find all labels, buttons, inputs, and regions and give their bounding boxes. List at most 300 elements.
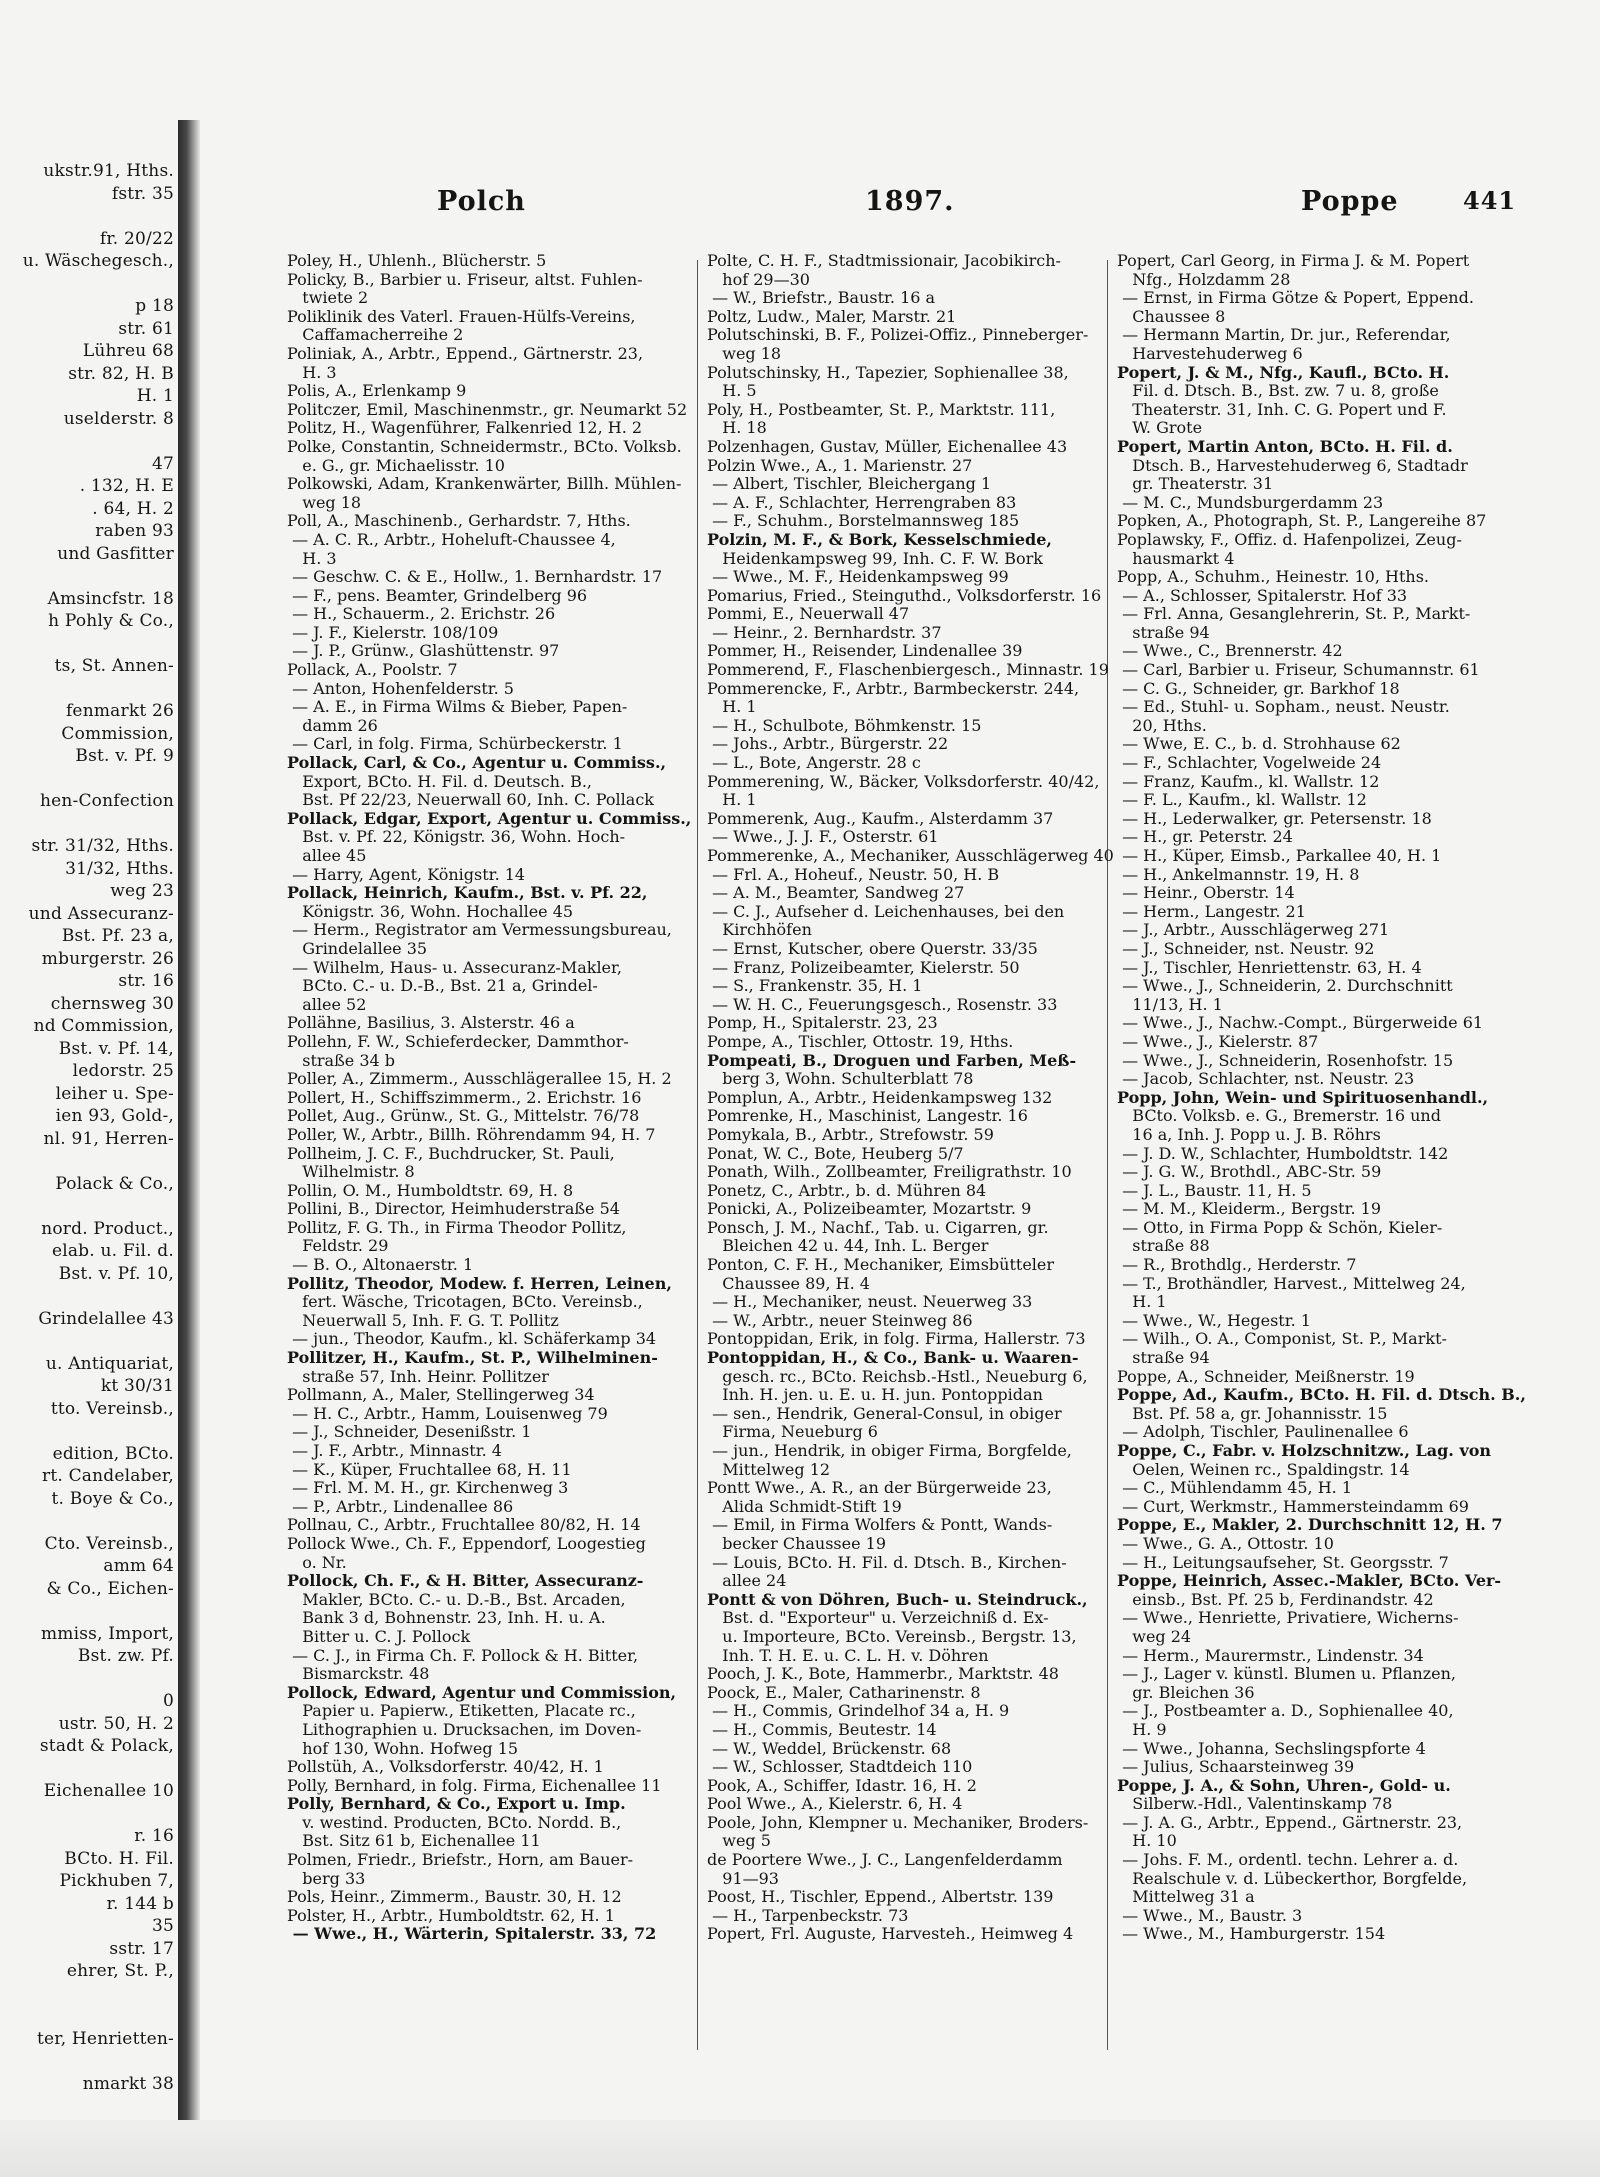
directory-entry: Pool Wwe., A., Kielerstr. 6, H. 4: [707, 1794, 963, 1814]
directory-entry: — sen., Hendrik, General-Consul, in obiger: [707, 1403, 1062, 1423]
left-fragment-line: 35: [151, 1916, 174, 1936]
directory-entry: becker Chaussee 19: [707, 1533, 887, 1553]
left-fragment-line: amm 64: [103, 1556, 174, 1576]
directory-entry: — A. C. R., Arbtr., Hoheluft-Chaussee 4,: [287, 529, 616, 549]
directory-entry: BCto. C.- u. D.-B., Bst. 21 a, Grindel-: [287, 976, 598, 996]
directory-entry: Pollack, Heinrich, Kaufm., Bst. v. Pf. 22,: [287, 883, 648, 903]
directory-entry: Bst. Pf. 58 a, gr. Johannisstr. 15: [1117, 1403, 1388, 1423]
directory-entry: — B. O., Altonaerstr. 1: [287, 1255, 474, 1275]
directory-entry: Bst. v. Pf. 22, Königstr. 36, Wohn. Hoch-: [287, 827, 626, 847]
directory-entry: gr. Bleichen 36: [1117, 1682, 1255, 1702]
directory-entry: — F., Schuhm., Borstelmannsweg 185: [707, 511, 1020, 531]
directory-entry: Polke, Constantin, Schneidermstr., BCto. Volksb.: [287, 436, 682, 456]
book-gutter: [178, 120, 200, 2140]
left-fragment-line: elab. u. Fil. d.: [51, 1241, 174, 1261]
left-fragment-line: BCto. H. Fil.: [64, 1848, 174, 1869]
directory-entry: Dtsch. B., Harvestehuderweg 6, Stadtadr: [1117, 455, 1468, 475]
directory-entry: — M. M., Kleiderm., Bergstr. 19: [1117, 1199, 1381, 1219]
left-fragment-line: & Co., Eichen-: [46, 1578, 174, 1599]
directory-entry: Pommer, H., Reisender, Lindenallee 39: [707, 641, 1023, 661]
directory-entry: — C. J., in Firma Ch. F. Pollock & H. Bitter,: [287, 1645, 639, 1665]
directory-entry: — Wwe, E. C., b. d. Strohhause 62: [1117, 734, 1401, 754]
directory-entry: — A. F., Schlachter, Herrengraben 83: [707, 492, 1017, 512]
left-fragment-line: Bst. v. Pf. 9: [75, 746, 174, 766]
directory-entry: — Wilh., O. A., Componist, St. P., Markt-: [1117, 1329, 1447, 1349]
left-page-fragment: [0, 160, 178, 2140]
directory-entry: — M. C., Mundsburgerdamm 23: [1117, 492, 1384, 512]
left-fragment-line: . 64, H. 2: [92, 498, 174, 519]
directory-entry: — W., Briefstr., Baustr. 16 a: [707, 288, 936, 308]
left-fragment-line: ledorstr. 25: [72, 1061, 174, 1081]
directory-entry: einsb., Bst. Pf. 25 b, Ferdinandstr. 42: [1117, 1589, 1434, 1609]
left-fragment-line: fstr. 35: [111, 183, 174, 204]
directory-entry: Bank 3 d, Bohnenstr. 23, Inh. H. u. A.: [287, 1608, 606, 1628]
directory-entry: Papier u. Papierw., Etiketten, Placate rc.,: [287, 1701, 636, 1721]
directory-entry: Wilhelmistr. 8: [287, 1162, 415, 1182]
directory-entry: Pollack, Edgar, Export, Agentur u. Commiss.,: [287, 808, 692, 828]
left-fragment-line: Pickhuben 7,: [59, 1871, 174, 1891]
directory-entry: Pooch, J. K., Bote, Hammerbr., Marktstr. 48: [707, 1664, 1059, 1684]
directory-entry: Pollack, A., Poolstr. 7: [287, 660, 458, 680]
directory-entry: 20, Hths.: [1117, 715, 1207, 735]
directory-entry: Makler, BCto. C.- u. D.-B., Bst. Arcaden,: [287, 1589, 626, 1609]
left-fragment-line: Polack & Co.,: [55, 1173, 174, 1194]
directory-entry: Pontt & von Döhren, Buch- u. Steindruck.,: [707, 1589, 1088, 1609]
directory-entry: Pontt Wwe., A. R., an der Bürgerweide 23,: [707, 1478, 1052, 1498]
directory-entry: W. Grote: [1117, 418, 1203, 438]
directory-entry: — J., Schneider, nst. Neustr. 92: [1117, 938, 1375, 958]
directory-entry: — J. D. W., Schlachter, Humboldtstr. 142: [1117, 1143, 1449, 1163]
directory-entry: Pollnau, C., Arbtr., Fruchtallee 80/82, H. 14: [287, 1515, 641, 1535]
directory-entry: — J. P., Grünw., Glashüttenstr. 97: [287, 641, 560, 661]
directory-entry: — J., Postbeamter a. D., Sophienallee 40,: [1117, 1701, 1454, 1721]
directory-entry: Mittelweg 12: [707, 1459, 831, 1479]
directory-entry: de Poortere Wwe., J. C., Langenfelderdamm: [707, 1850, 1063, 1870]
directory-entry: Pollheim, J. C. F., Buchdrucker, St. Pauli,: [287, 1143, 615, 1163]
directory-entry: — Herm., Maurermstr., Lindenstr. 34: [1117, 1645, 1424, 1665]
directory-entry: Pollmann, A., Maler, Stellingerweg 34: [287, 1385, 595, 1405]
directory-entry: — Ernst, Kutscher, obere Querstr. 33/35: [707, 938, 1038, 958]
directory-entry: Poppe, Ad., Kaufm., BCto. H. Fil. d. Dtsch. B.,: [1117, 1385, 1526, 1405]
left-fragment-line: ukstr.91, Hths.: [43, 161, 174, 181]
directory-entry: Ponsch, J. M., Nachf., Tab. u. Cigarren, gr.: [707, 1217, 1049, 1237]
directory-entry: — Wwe., Johanna, Sechslingspforte 4: [1117, 1738, 1426, 1758]
directory-entry: — Wwe., W., Hegestr. 1: [1117, 1310, 1311, 1330]
directory-entry: Pontoppidan, H., & Co., Bank- u. Waaren-: [707, 1348, 1079, 1368]
directory-entry: Bst. d. "Exporteur" u. Verzeichniß d. Ex-: [707, 1608, 1049, 1628]
directory-entry: straße 88: [1117, 1236, 1210, 1256]
directory-entry: — H., Küper, Eimsb., Parkallee 40, H. 1: [1117, 846, 1442, 865]
directory-entry: — F., Schlachter, Vogelweide 24: [1117, 753, 1382, 773]
directory-entry: Polly, Bernhard, & Co., Export u. Imp.: [287, 1794, 626, 1814]
left-fragment-line: H. 1: [136, 386, 174, 406]
directory-entry: straße 57, Inh. Heinr. Pollitzer: [287, 1366, 549, 1386]
left-fragment-line: mmiss, Import,: [40, 1623, 174, 1644]
directory-entry: — J., Lager v. künstl. Blumen u. Pflanzen,: [1117, 1664, 1457, 1684]
directory-entry: Feldstr. 29: [287, 1236, 389, 1256]
directory-entry: Poole, John, Klempner u. Mechaniker, Broders-: [707, 1812, 1089, 1832]
left-fragment-line: nmarkt 38: [82, 2073, 174, 2094]
directory-entry: Inh. T. H. E. u. C. L. H. v. Döhren: [707, 1645, 989, 1665]
left-fragment-line: uselderstr. 8: [63, 408, 174, 429]
directory-entry: — Harry, Agent, Königstr. 14: [287, 864, 526, 884]
left-fragment-line: sstr. 17: [109, 1938, 174, 1959]
directory-entry: — F., pens. Beamter, Grindelberg 96: [287, 585, 588, 605]
directory-entry: H. 3: [287, 548, 337, 568]
directory-entry: H. 18: [707, 418, 767, 438]
directory-entry: Alida Schmidt-Stift 19: [707, 1496, 902, 1516]
left-fragment-line: Bst. zw. Pf.: [77, 1646, 174, 1666]
directory-entry: — Louis, BCto. H. Fil. d. Dtsch. B., Kirchen-: [707, 1552, 1067, 1572]
left-fragment-line: Bst. Pf. 23 a,: [61, 926, 174, 946]
directory-entry: — H., Schulbote, Böhmkenstr. 15: [707, 715, 982, 735]
directory-entry: — H., Tarpenbeckstr. 73: [707, 1905, 909, 1925]
directory-entry: — C. G., Schneider, gr. Barkhof 18: [1117, 678, 1400, 698]
directory-entry: berg 33: [287, 1868, 366, 1888]
directory-entry: gr. Theaterstr. 31: [1117, 474, 1274, 494]
left-fragment-line: u. Antiquariat,: [45, 1353, 174, 1374]
directory-entry: — Herm., Registrator am Vermessungsbureau,: [287, 920, 672, 940]
directory-entry: Silberw.-Hdl., Valentinskamp 78: [1117, 1794, 1393, 1814]
left-fragment-line: mburgerstr. 26: [41, 948, 174, 969]
directory-entry: Pommi, E., Neuerwall 47: [707, 604, 910, 624]
directory-entry: Chaussee 8: [1117, 306, 1226, 326]
directory-entry: — J., Arbtr., Ausschlägerweg 271: [1117, 920, 1390, 940]
left-fragment-line: r. 144 b: [106, 1893, 174, 1914]
directory-entry: Poppe, J. A., & Sohn, Uhren-, Gold- u.: [1117, 1775, 1451, 1795]
left-fragment-line: tto. Vereinsb.,: [50, 1398, 174, 1419]
left-fragment-line: 31/32, Hths.: [65, 858, 174, 879]
directory-entry: — P., Arbtr., Lindenallee 86: [287, 1496, 514, 1516]
directory-entry: Popp, A., Schuhm., Heinestr. 10, Hths.: [1117, 567, 1430, 587]
directory-entry: hof 130, Wohn. Hofweg 15: [287, 1738, 519, 1758]
directory-entry: Pomykala, B., Arbtr., Strefowstr. 59: [707, 1124, 994, 1144]
directory-entry: Poller, W., Arbtr., Billh. Röhrendamm 94, H. 7: [287, 1124, 656, 1144]
directory-entry: Bst. Pf 22/23, Neuerwall 60, Inh. C. Pollack: [287, 790, 654, 810]
directory-entry: — Wwe., J., Schneiderin, 2. Durchschnitt: [1117, 976, 1453, 996]
directory-entry: Polzin Wwe., A., 1. Marienstr. 27: [707, 455, 973, 475]
left-fragment-line: kt 30/31: [100, 1376, 174, 1396]
directory-entry: Neuerwall 5, Inh. F. G. T. Pollitz: [287, 1310, 559, 1330]
directory-entry: weg 18: [287, 492, 362, 512]
directory-entry: — Wwe., J., Nachw.-Compt., Bürgerweide 61: [1117, 1013, 1484, 1033]
directory-entry: Pollini, B., Director, Heimhuderstraße 54: [287, 1199, 620, 1219]
directory-entry: weg 5: [707, 1831, 771, 1851]
directory-entry: 11/13, H. 1: [1117, 994, 1223, 1014]
directory-entry: — T., Brothändler, Harvest., Mittelweg 24,: [1117, 1273, 1466, 1293]
directory-entry: Ponton, C. F. H., Mechaniker, Eimsbütteler: [707, 1255, 1055, 1275]
directory-entry: Chaussee 89, H. 4: [707, 1273, 870, 1293]
directory-entry: Polte, C. H. F., Stadtmissionair, Jacobikirch-: [707, 251, 1061, 270]
directory-entry: Kirchhöfen: [707, 920, 812, 940]
directory-entry: — Jacob, Schlachter, nst. Neustr. 23: [1117, 1069, 1415, 1089]
directory-entry: — Carl, Barbier u. Friseur, Schumannstr. 61: [1117, 660, 1480, 680]
directory-entry: Pommerend, F., Flaschenbiergesch., Minnastr. 19: [707, 660, 1109, 680]
left-fragment-line: nord. Product.,: [41, 1218, 174, 1239]
directory-entry: Politczer, Emil, Maschinenmstr., gr. Neumarkt 52: [287, 399, 688, 419]
left-fragment-line: fr. 20/22: [99, 228, 174, 249]
directory-entry: Pollitz, Theodor, Modew. f. Herren, Leinen,: [287, 1273, 672, 1293]
page-number: 441: [1463, 186, 1517, 215]
directory-entry: Pommerenk, Aug., Kaufm., Alsterdamm 37: [707, 808, 1054, 828]
directory-entry: o. Nr.: [287, 1552, 347, 1572]
directory-entry: Poliklinik des Vaterl. Frauen-Hülfs-Vereins,: [287, 306, 636, 326]
left-fragment-line: h Pohly & Co.,: [48, 611, 174, 631]
directory-entry: — Heinr., Oberstr. 14: [1117, 883, 1295, 903]
directory-entry: Pols, Heinr., Zimmerm., Baustr. 30, H. 12: [287, 1887, 622, 1907]
directory-entry: Inh. H. jen. u. E. u. H. jun. Pontoppidan: [707, 1385, 1043, 1405]
directory-entry: Polis, A., Erlenkamp 9: [287, 381, 467, 401]
directory-entry: straße 34 b: [287, 1050, 396, 1070]
directory-entry: — Wwe., G. A., Ottostr. 10: [1117, 1533, 1334, 1553]
directory-entry: allee 45: [287, 846, 367, 865]
directory-entry: Bst. Sitz 61 b, Eichenallee 11: [287, 1831, 541, 1851]
left-fragment-line: str. 61: [118, 318, 174, 339]
directory-entry: Pollin, O. M., Humboldtstr. 69, H. 8: [287, 1180, 574, 1200]
left-fragment-line: weg 23: [110, 881, 174, 901]
directory-entry: — F. L., Kaufm., kl. Wallstr. 12: [1117, 790, 1367, 810]
directory-entry: — Adolph, Tischler, Paulinenallee 6: [1117, 1422, 1409, 1442]
directory-entry: Mittelweg 31 a: [1117, 1887, 1255, 1907]
directory-entry: Popert, Frl. Auguste, Harvesteh., Heimweg 4: [707, 1924, 1074, 1944]
left-fragment-line: Amsincfstr. 18: [47, 588, 174, 609]
directory-entry: Poll, A., Maschinenb., Gerhardstr. 7, Hths.: [287, 511, 631, 531]
left-fragment-line: fenmarkt 26: [65, 701, 174, 721]
directory-entry: — H., Ankelmannstr. 19, H. 8: [1117, 864, 1360, 884]
directory-entry: Caffamacherreihe 2: [287, 325, 464, 345]
directory-entry: — Frl. M. M. H., gr. Kirchenweg 3: [287, 1478, 569, 1498]
directory-entry: — Curt, Werkmstr., Hammersteindamm 69: [1117, 1496, 1469, 1516]
directory-entry: Pomarius, Fried., Steinguthd., Volksdorferstr. 16: [707, 585, 1102, 605]
directory-entry: twiete 2: [287, 288, 369, 308]
directory-entry: Pomplun, A., Arbtr., Heidenkampsweg 132: [707, 1087, 1053, 1107]
left-fragment-line: Eichenallee 10: [43, 1781, 174, 1801]
directory-entry: — Johs., Arbtr., Bürgerstr. 22: [707, 734, 949, 754]
directory-entry: H. 3: [287, 362, 337, 382]
directory-entry: weg 18: [707, 343, 782, 363]
directory-entry: — C., Mühlendamm 45, H. 1: [1117, 1478, 1353, 1498]
directory-entry: Pollstüh, A., Volksdorferstr. 40/42, H. 1: [287, 1757, 604, 1777]
directory-entry: — Herm., Langestr. 21: [1117, 901, 1306, 921]
directory-entry: — H., Commis, Grindelhof 34 a, H. 9: [707, 1701, 1010, 1721]
left-fragment-line: Grindelallee 43: [38, 1308, 174, 1329]
directory-entry: — Julius, Schaarsteinweg 39: [1117, 1757, 1355, 1777]
directory-entry: — Franz, Polizeibeamter, Kielerstr. 50: [707, 957, 1020, 977]
directory-entry: — Wwe., Henriette, Privatiere, Wicherns-: [1117, 1608, 1459, 1628]
directory-entry: Firma, Neueburg 6: [707, 1422, 878, 1442]
left-fragment-line: edition, BCto.: [52, 1443, 174, 1464]
directory-entry: — Wwe., H., Wärterin, Spitalerstr. 33, 72: [287, 1924, 657, 1944]
directory-entry: — Albert, Tischler, Bleichergang 1: [707, 474, 992, 494]
directory-entry: Policky, B., Barbier u. Friseur, altst. Fuhlen-: [287, 269, 643, 289]
directory-entry: — A. E., in Firma Wilms & Bieber, Papen-: [287, 697, 628, 717]
directory-entry: Nfg., Holzdamm 28: [1117, 269, 1291, 289]
directory-entry: Pompe, A., Tischler, Ottostr. 19, Hths.: [707, 1031, 1014, 1051]
directory-entry: Polmen, Friedr., Briefstr., Horn, am Bauer-: [287, 1850, 634, 1870]
directory-entry: Pomp, H., Spitalerstr. 23, 23: [707, 1013, 938, 1033]
directory-entry: Poley, H., Uhlenh., Blücherstr. 5: [287, 251, 547, 270]
directory-entry: u. Importeure, BCto. Vereinsb., Bergstr. 13,: [707, 1626, 1077, 1646]
column-3: [1117, 252, 1600, 1944]
directory-entry: — Emil, in Firma Wolfers & Pontt, Wands-: [707, 1515, 1053, 1535]
directory-entry: berg 3, Wohn. Schulterblatt 78: [707, 1069, 974, 1089]
directory-entry: — H., gr. Peterstr. 24: [1117, 827, 1293, 847]
left-fragment-line: Bst. v. Pf. 10,: [58, 1263, 174, 1284]
directory-entry: — Frl. A., Hoheuf., Neustr. 50, H. B: [707, 864, 1000, 884]
left-fragment-line: ts, St. Annen-: [54, 656, 174, 676]
directory-entry: — J. F., Arbtr., Minnastr. 4: [287, 1441, 502, 1460]
directory-entry: Fil. d. Dtsch. B., Bst. zw. 7 u. 8, große: [1117, 381, 1439, 401]
directory-entry: Pollähne, Basilius, 3. Alsterstr. 46 a: [287, 1013, 575, 1033]
directory-entry: — H., Leitungsaufseher, St. Georgsstr. 7: [1117, 1552, 1449, 1572]
directory-entry: Pompeati, B., Droguen und Farben, Meß-: [707, 1050, 1077, 1070]
directory-entry: Polkowski, Adam, Krankenwärter, Billh. Mühlen-: [287, 474, 682, 494]
directory-entry: Polzenhagen, Gustav, Müller, Eichenallee 43: [707, 436, 1068, 456]
directory-entry: — jun., Theodor, Kaufm., kl. Schäferkamp 34: [287, 1329, 657, 1349]
left-fragment-line: raben 93: [95, 521, 174, 541]
directory-entry: Oelen, Weinen rc., Spaldingstr. 14: [1117, 1459, 1410, 1479]
directory-entry: 16 a, Inh. J. Popp u. J. B. Röhrs: [1117, 1124, 1381, 1144]
left-fragment-line: str. 82, H. B: [68, 363, 174, 384]
directory-entry: — Frl. Anna, Gesanglehrerin, St. P., Markt-: [1117, 604, 1471, 624]
directory-entry: Polutschinsky, H., Tapezier, Sophienallee 38,: [707, 362, 1069, 382]
directory-entry: — H., Lederwalker, gr. Petersenstr. 18: [1117, 808, 1432, 828]
directory-entry: — Ed., Stuhl- u. Sopham., neust. Neustr.: [1117, 697, 1450, 717]
left-fragment-line: stadt & Polack,: [39, 1736, 174, 1756]
directory-entry: Popken, A., Photograph, St. P., Langereihe 87: [1117, 511, 1487, 531]
directory-entry: — J. A. G., Arbtr., Eppend., Gärtnerstr. 23,: [1117, 1812, 1463, 1832]
directory-entry: — Wilhelm, Haus- u. Assecuranz-Makler,: [287, 957, 622, 977]
left-fragment-line: 47: [151, 453, 174, 474]
directory-entry: Poock, E., Maler, Catharinenstr. 8: [707, 1682, 981, 1702]
left-fragment-line: Lühreu 68: [82, 341, 174, 361]
directory-entry: Poppe, A., Schneider, Meißnerstr. 19: [1117, 1366, 1415, 1386]
directory-entry: — K., Küper, Fruchtallee 68, H. 11: [287, 1459, 572, 1479]
directory-entry: Pommerencke, F., Arbtr., Barmbeckerstr. 244,: [707, 678, 1080, 698]
directory-entry: — A., Schlosser, Spitalerstr. Hof 33: [1117, 585, 1408, 605]
directory-entry: Königstr. 36, Wohn. Hochallee 45: [287, 901, 574, 921]
directory-entry: Pommerening, W., Bäcker, Volksdorferstr. 40/42,: [707, 771, 1100, 791]
directory-entry: Pollehn, F. W., Schieferdecker, Dammthor-: [287, 1031, 629, 1051]
directory-entry: Popert, Martin Anton, BCto. H. Fil. d.: [1117, 436, 1453, 456]
directory-entry: — Geschw. C. & E., Hollw., 1. Bernhardstr. 17: [287, 567, 663, 587]
left-fragment-line: nd Commission,: [33, 1016, 174, 1036]
directory-entry: BCto. Volksb. e. G., Bremerstr. 16 und: [1117, 1106, 1441, 1126]
directory-entry: — jun., Hendrik, in obiger Firma, Borgfelde,: [707, 1441, 1072, 1460]
directory-entry: Popert, J. & M., Nfg., Kaufl., BCto. H.: [1117, 362, 1450, 382]
directory-entry: — S., Frankenstr. 35, H. 1: [707, 976, 923, 996]
left-fragment-line: . 132, H. E: [79, 476, 174, 496]
left-fragment-line: rt. Candelaber,: [42, 1466, 174, 1486]
directory-entry: gesch. rc., BCto. Reichsb.-Hstl., Neueburg 6,: [707, 1366, 1088, 1386]
header-right-word: Poppe: [1301, 186, 1399, 217]
directory-entry: — Hermann Martin, Dr. jur., Referendar,: [1117, 325, 1451, 345]
left-fragment-line: str. 31/32, Hths.: [31, 836, 174, 856]
directory-entry: weg 24: [1117, 1626, 1192, 1646]
directory-entry: Pollert, H., Schiffszimmerm., 2. Erichstr. 16: [287, 1087, 642, 1107]
directory-entry: hof 29—30: [707, 269, 810, 289]
directory-entry: Polster, H., Arbtr., Humboldtstr. 62, H. 1: [287, 1905, 615, 1925]
directory-entry: Popp, John, Wein- und Spirituosenhandl.,: [1117, 1087, 1489, 1107]
directory-entry: Poller, A., Zimmerm., Ausschlägerallee 15, H. 2: [287, 1069, 672, 1089]
left-fragment-line: ter, Henrietten-: [36, 2028, 174, 2049]
directory-entry: Politz, H., Wagenführer, Falkenried 12, H. 2: [287, 418, 643, 438]
directory-entry: — Wwe., J. J. F., Osterstr. 61: [707, 827, 939, 847]
header-left-word: Polch: [437, 186, 526, 217]
left-fragment-line: Bst. v. Pf. 14,: [58, 1038, 174, 1059]
left-fragment-line: ustr. 50, H. 2: [58, 1713, 174, 1734]
left-fragment-line: Commission,: [61, 723, 174, 744]
directory-entry: Poplawsky, F., Offiz. d. Hafenpolizei, Zeug-: [1117, 529, 1462, 549]
left-fragment-line: t. Boye & Co.,: [51, 1488, 174, 1509]
directory-entry: — W., Arbtr., neuer Steinweg 86: [707, 1310, 973, 1330]
directory-entry: — C. J., Aufseher d. Leichenhauses, bei den: [707, 901, 1065, 921]
left-fragment-line: 0: [162, 1691, 174, 1711]
directory-entry: — Otto, in Firma Popp & Schön, Kieler-: [1117, 1217, 1443, 1237]
directory-entry: Ponat, W. C., Bote, Heuberg 5/7: [707, 1143, 964, 1163]
directory-entry: — A. M., Beamter, Sandweg 27: [707, 883, 965, 903]
directory-entry: H. 1: [707, 697, 757, 717]
directory-entry: — Wwe., M., Baustr. 3: [1117, 1905, 1303, 1925]
directory-entry: Pollock Wwe., Ch. F., Eppendorf, Loogestieg: [287, 1533, 646, 1553]
directory-entry: — Anton, Hohenfelderstr. 5: [287, 678, 514, 698]
directory-entry: allee 24: [707, 1571, 787, 1591]
directory-entry: — J., Schneider, Desenißstr. 1: [287, 1422, 532, 1442]
directory-entry: — Johs. F. M., ordentl. techn. Lehrer a. d.: [1117, 1850, 1459, 1870]
directory-entry: Pook, A., Schiffer, Idastr. 16, H. 2: [707, 1775, 977, 1795]
directory-entry: — L., Bote, Angerstr. 28 c: [707, 753, 921, 773]
directory-entry: Pontoppidan, Erik, in folg. Firma, Hallerstr. 73: [707, 1329, 1086, 1349]
directory-entry: Bleichen 42 u. 44, Inh. L. Berger: [707, 1236, 989, 1256]
directory-entry: Polly, Bernhard, in folg. Firma, Eichenallee 11: [287, 1775, 662, 1795]
directory-entry: Pollock, Edward, Agentur und Commission,: [287, 1682, 677, 1702]
left-fragment-line: Cto. Vereinsb.,: [44, 1533, 174, 1554]
directory-entry: — R., Brothdlg., Herderstr. 7: [1117, 1255, 1357, 1275]
directory-entry: — H. C., Arbtr., Hamm, Louisenweg 79: [287, 1403, 608, 1423]
directory-entry: Pomrenke, H., Maschinist, Langestr. 16: [707, 1106, 1028, 1126]
directory-entry: Poly, H., Postbeamter, St. P., Marktstr. 111,: [707, 399, 1056, 419]
directory-entry: fert. Wäsche, Tricotagen, BCto. Vereinsb.,: [287, 1292, 643, 1312]
directory-entry: straße 94: [1117, 622, 1210, 642]
directory-entry: Realschule v. d. Lübeckerthor, Borgfelde,: [1117, 1868, 1468, 1888]
directory-entry: v. westind. Producten, BCto. Nordd. B.,: [287, 1812, 622, 1832]
directory-entry: Bitter u. C. J. Pollock: [287, 1626, 471, 1646]
directory-entry: Pollack, Carl, & Co., Agentur u. Commiss.,: [287, 753, 667, 773]
directory-entry: straße 94: [1117, 1348, 1210, 1368]
directory-entry: Polzin, M. F., & Bork, Kesselschmiede,: [707, 529, 1052, 549]
directory-entry: Pollitzer, H., Kaufm., St. P., Wilhelminen-: [287, 1348, 658, 1368]
directory-entry: — Wwe., C., Brennerstr. 42: [1117, 641, 1343, 661]
directory-entry: — W. H. C., Feuerungsgesch., Rosenstr. 33: [707, 994, 1058, 1014]
left-fragment-line: p 18: [135, 296, 174, 316]
left-fragment-line: ehrer, St. P.,: [66, 1961, 174, 1981]
directory-entry: Harvestehuderweg 6: [1117, 343, 1303, 363]
directory-entry: Pommerenke, A., Mechaniker, Ausschlägerweg 40: [707, 846, 1114, 865]
left-fragment-line: hen-Confection: [39, 791, 174, 811]
left-fragment-line: ien 93, Gold-,: [55, 1106, 174, 1126]
directory-entry: — H., Commis, Beutestr. 14: [707, 1719, 937, 1739]
header-year: 1897.: [865, 186, 955, 217]
directory-entry: Bismarckstr. 48: [287, 1664, 430, 1684]
directory-entry: — J. F., Kielerstr. 108/109: [287, 622, 499, 642]
directory-entry: Export, BCto. H. Fil. d. Deutsch. B.,: [287, 771, 592, 791]
directory-entry: — Carl, in folg. Firma, Schürbeckerstr. 1: [287, 734, 623, 754]
directory-entry: Poppe, Heinrich, Assec.-Makler, BCto. Ver-: [1117, 1571, 1502, 1591]
directory-entry: — Wwe., J., Kielerstr. 87: [1117, 1031, 1319, 1051]
directory-entry: — Heinr., 2. Bernhardstr. 37: [707, 622, 942, 642]
directory-entry: Theaterstr. 31, Inh. C. G. Popert und F.: [1117, 399, 1447, 419]
directory-entry: Ponetz, C., Arbtr., b. d. Mühren 84: [707, 1180, 987, 1200]
